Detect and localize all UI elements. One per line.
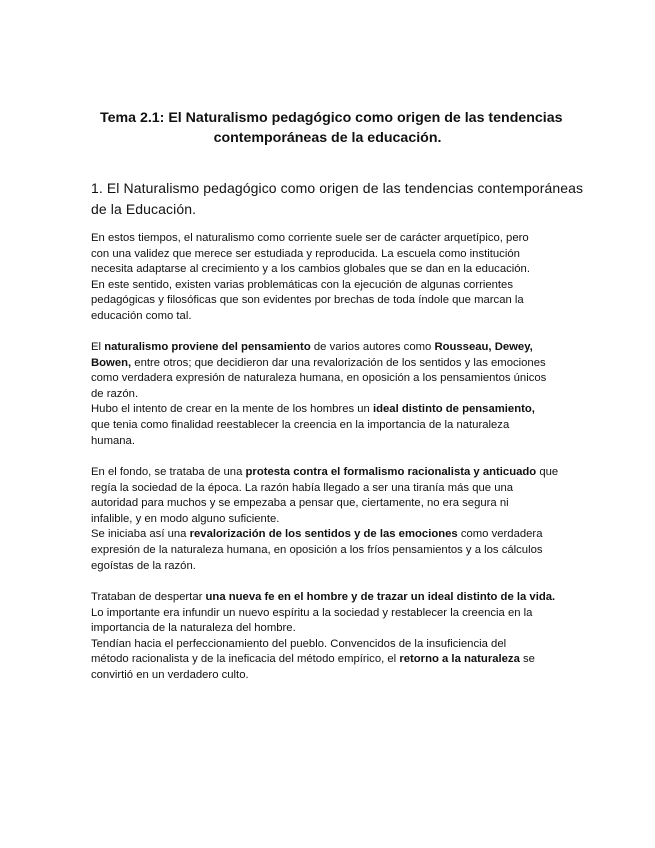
text-line: infalible, y en modo alguno suficiente. — [91, 512, 280, 525]
text-line — [91, 590, 571, 606]
bold-text: Bowen, — [91, 356, 132, 369]
text-run: En el fondo, se trataba de una — [91, 466, 246, 478]
text-line — [91, 340, 571, 356]
text-line — [91, 652, 571, 668]
text-line: convirtió en un verdadero culto. — [91, 668, 249, 681]
text-run: entre otros; que decidieron dar una revalorización de los sentidos y las emociones — [131, 356, 546, 369]
text-line: pedagógicas y filosóficas que son evidentes por brechas de toda índole que marcan la — [91, 294, 524, 307]
text-line: expresión de la naturaleza humana, en oposición a los fríos pensamientos y a los cálculos — [91, 543, 543, 556]
section-heading — [91, 178, 584, 220]
heading-line-2: de la Educación. — [91, 201, 197, 217]
text-run: Hubo el intento de crear en la mente de los hombres un — [91, 403, 373, 416]
text-line: educación como tal. — [91, 309, 192, 322]
text-line: Lo importante era infundir un nuevo espíritu a la sociedad y restablecer la creencia en la — [91, 606, 533, 619]
text-run: que — [536, 466, 559, 478]
text-line: de razón. — [91, 387, 139, 400]
text-line — [91, 465, 571, 481]
text-line: que tenia como finalidad reestablecer la creencia en la importancia de la naturaleza — [91, 418, 510, 431]
heading-line-1: 1. El Naturalismo pedagógico como origen de las tendencias contemporáneas — [91, 180, 584, 196]
text-line: Tendían hacia el perfeccionamiento del pueblo. Convencidos de la insuficiencia del — [91, 637, 507, 650]
text-line: como verdadera expresión de naturaleza humana, en oposición a los pensamientos únicos — [91, 372, 547, 385]
text-line — [91, 356, 571, 372]
text-line: con una validez que merece ser estudiada y reproducida. La escuela como institución — [91, 247, 520, 260]
text-line — [91, 402, 571, 418]
text-line: En estos tiempos, el naturalismo como corriente suele ser de carácter arquetípico, pero — [91, 232, 529, 244]
text-run: Se iniciaba así una — [91, 528, 190, 541]
text-run: se — [519, 653, 535, 666]
text-run: de varios autores como — [310, 341, 435, 353]
paragraph-2 — [91, 340, 571, 449]
text-line — [91, 527, 571, 543]
title-line-2: contemporáneas de la educación. — [213, 130, 442, 146]
bold-text: ideal distinto de pensamiento, — [372, 403, 535, 416]
document-title — [100, 108, 563, 148]
text-line: autoridad para muchos y se empezaba a pensar que, ciertamente, no era segura ni — [91, 497, 509, 510]
text-run: Trataban de despertar — [91, 591, 206, 603]
text-run: método racionalista y de la ineficacia del método empírico, el — [91, 653, 400, 666]
text-line: regía la sociedad de la época. La razón había llegado a ser una tiranía más que una — [91, 481, 514, 494]
bold-text: una nueva fe en el hombre y de trazar un ideal distinto de la vida. — [205, 591, 556, 603]
bold-text: Rousseau, Dewey, — [434, 341, 533, 353]
text-line: egoístas de la razón. — [91, 559, 196, 572]
text-line: necesita adaptarse al crecimiento y a los cambios globales que se dan en la educación. — [91, 263, 530, 276]
text-run: El — [91, 341, 105, 353]
paragraph-4 — [91, 590, 571, 684]
text-run: como verdadera — [457, 528, 543, 541]
bold-text: protesta contra el formalismo racionalista y anticuado — [245, 466, 537, 478]
text-line: importancia de la naturaleza del hombre. — [91, 622, 296, 635]
title-line-1: Tema 2.1: El Naturalismo pedagógico como origen de las tendencias — [100, 110, 563, 126]
bold-text: naturalismo proviene del pensamiento — [104, 341, 311, 353]
paragraph-1 — [91, 231, 571, 325]
bold-text: retorno a la naturaleza — [399, 653, 520, 666]
text-line: humana. — [91, 434, 135, 447]
paragraph-3 — [91, 465, 571, 574]
text-line: En este sentido, existen varias problemáticas con la ejecución de algunas corrientes — [91, 278, 513, 291]
bold-text: revalorización de los sentidos y de las emociones — [189, 528, 458, 541]
